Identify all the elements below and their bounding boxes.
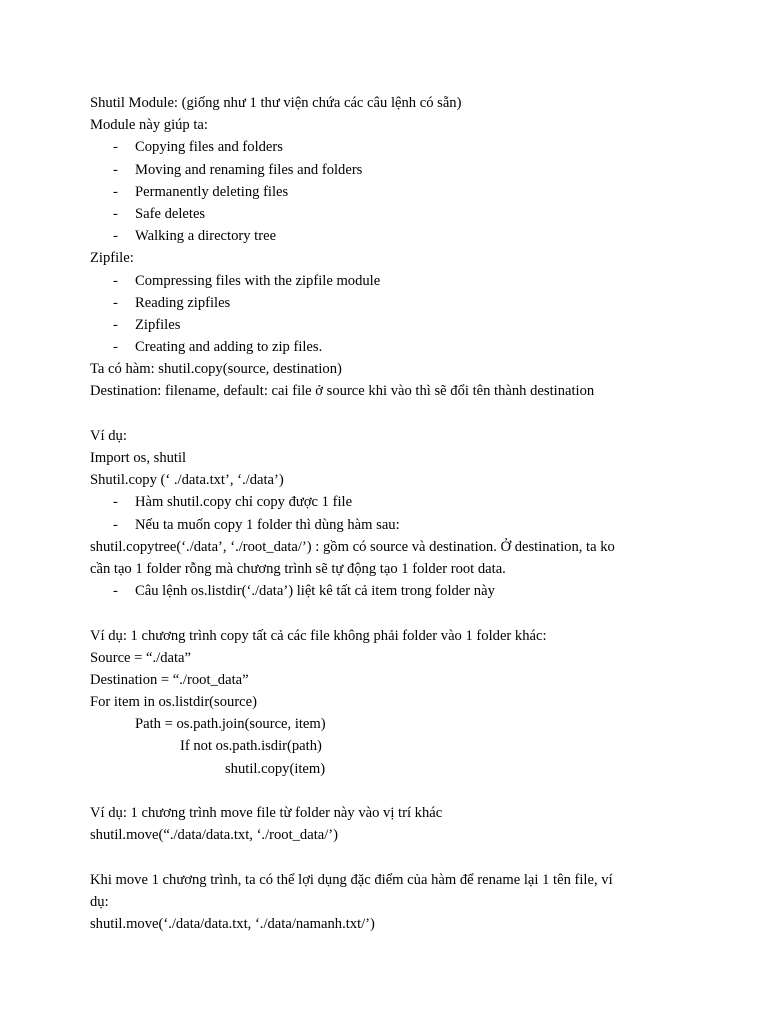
dash-bullet: - bbox=[113, 494, 118, 511]
code-line: Shutil.copy (‘ ./data.txt’, ‘./data’) bbox=[90, 472, 284, 489]
list-item: - Câu lệnh os.listdir(‘./data’) liệt kê tất cả item trong folder này bbox=[90, 580, 690, 602]
dash-bullet: - bbox=[113, 316, 118, 333]
rename-text-continued: dụ: bbox=[90, 893, 109, 910]
code-line: Destination = “./root_data” bbox=[90, 671, 249, 688]
dash-bullet: - bbox=[113, 516, 118, 533]
code-line: Source = “./data” bbox=[90, 649, 192, 666]
list-item: - Compressing files with the zipfile module bbox=[90, 270, 690, 292]
code-line: shutil.copy(item) bbox=[225, 760, 326, 777]
list-item: - Hàm shutil.copy chỉ copy được 1 file bbox=[90, 491, 690, 513]
list-item: - Copying files and folders bbox=[90, 136, 690, 158]
code-line: Import os, shutil bbox=[90, 450, 187, 466]
code-line: If not os.path.isdir(path) bbox=[180, 738, 322, 755]
blank-line bbox=[90, 403, 690, 425]
blank-line bbox=[90, 780, 690, 802]
dash-bullet: - bbox=[113, 272, 118, 289]
blank-line bbox=[90, 602, 690, 624]
list-item: - Creating and adding to zip files. bbox=[90, 336, 690, 358]
dash-bullet: - bbox=[113, 294, 118, 311]
copy-function-line: Ta có hàm: shutil.copy(source, destination) bbox=[90, 361, 342, 378]
code-line: Path = os.path.join(source, item) bbox=[135, 716, 326, 733]
zipfile-heading: Zipfile: bbox=[90, 250, 134, 267]
dash-bullet: - bbox=[113, 205, 118, 222]
list-item: - Permanently deleting files bbox=[90, 181, 690, 203]
destination-note: Destination: filename, default: cai file ở source khi vào thì sẽ đổi tên thành destination bbox=[90, 383, 595, 400]
dash-bullet: - bbox=[113, 183, 118, 200]
shutil-heading: Shutil Module: (giống như 1 thư viện chứa các câu lệnh có sẵn) bbox=[90, 95, 462, 111]
code-line: shutil.move(“./data/data.txt, ‘./root_data/’) bbox=[90, 827, 339, 844]
list-item: - Safe deletes bbox=[90, 203, 690, 225]
copytree-line-continued: cần tạo 1 folder rỗng mà chương trình sẽ tự động tạo 1 folder root data. bbox=[90, 560, 506, 577]
dash-bullet: - bbox=[113, 583, 118, 600]
list-item: - Zipfiles bbox=[90, 314, 690, 336]
example3-title: Ví dụ: 1 chương trình move file từ folder này vào vị trí khác bbox=[90, 805, 443, 821]
list-item: - Reading zipfiles bbox=[90, 292, 690, 314]
dash-bullet: - bbox=[113, 139, 118, 156]
dash-bullet: - bbox=[113, 228, 118, 245]
dash-bullet: - bbox=[113, 339, 118, 356]
dash-bullet: - bbox=[113, 161, 118, 178]
copytree-line: shutil.copytree(‘./data’, ‘./root_data/’) : gồm có source và destination. Ở destination, ta ko bbox=[90, 538, 615, 555]
example2-title: Ví dụ: 1 chương trình copy tất cả các file không phải folder vào 1 folder khác: bbox=[90, 627, 547, 644]
list-item: - Nếu ta muốn copy 1 folder thì dùng hàm sau: bbox=[90, 514, 690, 536]
example1-title: Ví dụ: bbox=[90, 427, 127, 444]
list-item: - Walking a directory tree bbox=[90, 225, 690, 247]
code-line: For item in os.listdir(source) bbox=[90, 694, 257, 711]
code-line: shutil.move(‘./data/data.txt, ‘./data/namanh.txt/’) bbox=[90, 915, 375, 932]
document-body bbox=[90, 92, 690, 935]
blank-line bbox=[90, 846, 690, 868]
list-item: - Moving and renaming files and folders bbox=[90, 159, 690, 181]
shutil-subheading: Module này giúp ta: bbox=[90, 117, 208, 134]
rename-text: Khi move 1 chương trình, ta có thể lợi dụng đặc điểm của hàm để rename lại 1 tên file, ví bbox=[90, 871, 613, 888]
